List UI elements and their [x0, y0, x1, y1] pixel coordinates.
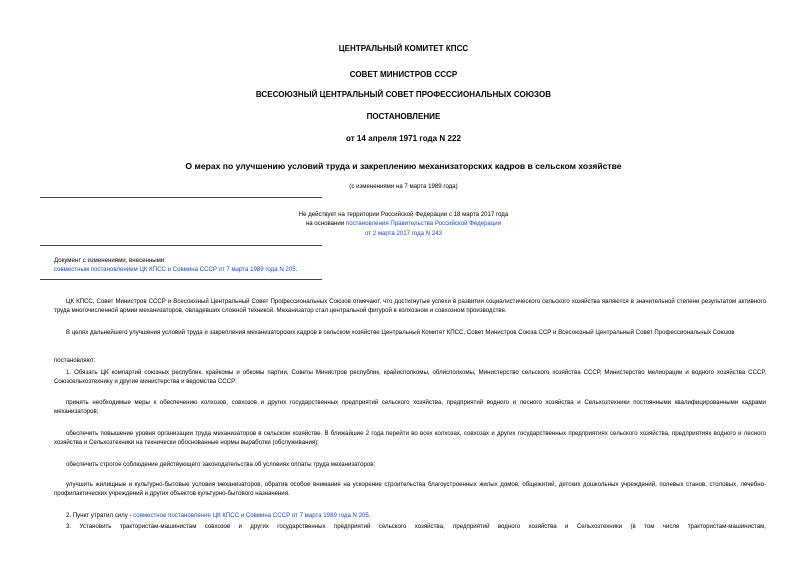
issuer-council-of-ministers: СОВЕТ МИНИСТРОВ СССР [349, 70, 458, 79]
status-line-3 [0, 230, 807, 237]
amendments-line [54, 266, 297, 275]
paragraph-item-3: 3. Установить трактористам-машинистам совхозов и других государственных предприятий сельского хозяйства, предприятий водного хозяйства и Сельхозтехники (в том числе трактористам-машинистам, [66, 523, 766, 530]
status-line-2 [0, 220, 807, 227]
divider-2 [40, 245, 322, 246]
issuer-cc-cpsu: ЦЕНТРАЛЬНЫЙ КОМИТЕТ КПСС [338, 44, 469, 53]
status-line-1: Не действует на территории Российской Федерации с 18 марта 2017 года [298, 211, 509, 218]
paragraph-item-1-labor-org: обеспечить повышение уровня организации труда механизаторов в сельском хозяйстве. В ближайшие 2 года перейти во всех колхозах, совхозах и других государственных предприятиях сельского хозяйства, предприятиях водного и лесного хозяйства и Сельхозтехники на технически обоснованные нормы выработки (обслуживания); [54, 430, 766, 447]
paragraph-item-2 [54, 511, 766, 520]
paragraph-item-1-legislation: обеспечить строгое соблюдение действующего законодательства об условиях оплаты труда механизаторов; [66, 461, 376, 468]
status-line-2-prefix: на основании [305, 220, 346, 227]
document-title: О мерах по улучшению условий труда и закреплению механизаторских кадров в сельском хозяйстве [185, 161, 622, 171]
status-government-decree-link[interactable]: постановления Правительства Российской Федерации [345, 220, 502, 227]
paragraph-item-1-living-conditions: улучшить жилищные и культурно-бытовые условия механизаторов, обратив особое внимание на ускорение строительства благоустроенных жилых домов, общежитий, детских дошкольных учреждений, полевых станов, столовых, лечебно-профилактических учреждений и других объектов культурно-бытового назначения. [54, 481, 766, 498]
paragraph-preamble: ЦК КПСС, Совет Министров СССР и Всесоюзный Центральный Совет Профессиональных Союзов отмечают, что достигнутые успехи в развитии социалистического сельского хозяйства являются в значительной степени результатом активного труда многочисленной армии механизаторов, овладевших сложной техникой. Механизатор стал центральной фигурой в колхозном и совхозном производстве. [54, 298, 766, 315]
paragraph-item-1: 1. Обязать ЦК компартий союзных республик, крайкомы и обкомы партии, Советы Министров республик, крайисполкомы, облисполкомы, Министерство сельского хозяйства СССР, Министерство мелиорации и водного хозяйства СССР, Союзсельхозтехнику и другие министерства и ведомства СССР: [54, 369, 766, 386]
document-date: от 14 апреля 1971 года N 222 [345, 134, 462, 143]
item-2-repeal-link[interactable]: совместное постановление ЦК КПСС и Совмина СССР от 7 марта 1989 года N 205 [133, 512, 369, 519]
amendments-suffix: . [295, 266, 298, 273]
amendments-decree-link[interactable]: совместным постановлением ЦК КПСС и Совмина СССР от 7 марта 1989 года N 205 [54, 266, 296, 273]
status-decree-date-link[interactable]: от 2 марта 2017 года N 243 [365, 230, 442, 237]
amendments-label: Документ с изменениями, внесенными: [54, 257, 166, 264]
paragraph-purpose: В целях дальнейшего улучшения условий труда и закрепления механизаторских кадров в сельском хозяйстве Центральный Комитет КПСС, Совет Министров Союза ССР и Всесоюзный Центральный Совет Профессиональных Союзов [66, 329, 735, 336]
item-2-prefix: 2. Пункт утратил силу - [66, 512, 134, 519]
divider-1 [40, 197, 322, 198]
paragraph-item-1-staffing: принять необходимые меры к обеспечению колхозов, совхозов и других государственных предприятий сельского хозяйства, предприятий водного и лесного хозяйства и Сельхозтехники постоянными квалифицированными кадрами механизаторов; [54, 399, 766, 416]
divider-3 [40, 279, 322, 280]
paragraph-resolve: постановляют: [54, 357, 96, 364]
document-type: ПОСТАНОВЛЕНИЕ [366, 112, 441, 121]
amended-note: (с изменениями на 7 марта 1989 года) [349, 183, 458, 190]
item-2-suffix: . [368, 512, 371, 519]
issuer-vcsps: ВСЕСОЮЗНЫЙ ЦЕНТРАЛЬНЫЙ СОВЕТ ПРОФЕССИОНАЛЬНЫХ СОЮЗОВ [255, 90, 552, 99]
